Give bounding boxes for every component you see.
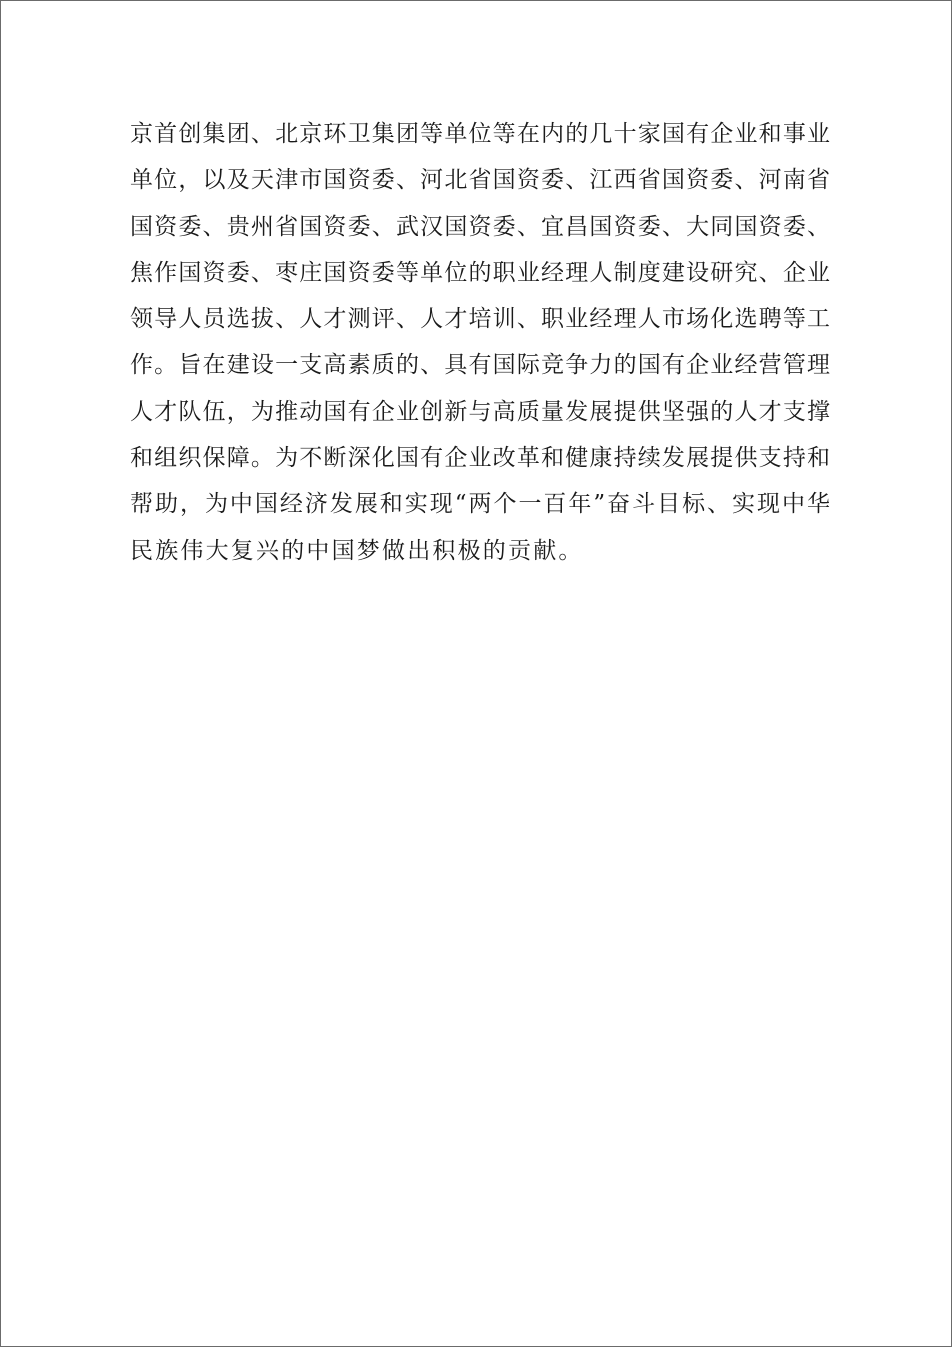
text-line: 和组织保障。为不断深化国有企业改革和健康持续发展提供支持和 [130,445,830,472]
text-line: 京首创集团、北京环卫集团等单位等在内的几十家国有企业和事业 [130,121,830,147]
text-line: 国资委、贵州省国资委、武汉国资委、宜昌国资委、大同国资委、 [130,213,830,240]
text-line: 焦作国资委、枣庄国资委等单位的职业经理人制度建设研究、企业 [130,259,830,286]
text-line: 单位，以及天津市国资委、河北省国资委、江西省国资委、河南省 [130,167,830,194]
text-line: 领导人员选拔、人才测评、人才培训、职业经理人市场化选聘等工 [130,306,830,333]
text-line: 作。旨在建设一支高素质的、具有国际竞争力的国有企业经营管理 [130,352,830,379]
text-line: 民族伟大复兴的中国梦做出积极的贡献。 [130,537,584,564]
text-line: 人才队伍，为推动国有企业创新与高质量发展提供坚强的人才支撑 [130,398,830,425]
text-line: 帮助，为中国经济发展和实现“两个一百年”奋斗目标、实现中华 [130,491,830,518]
body-paragraph [130,111,830,574]
